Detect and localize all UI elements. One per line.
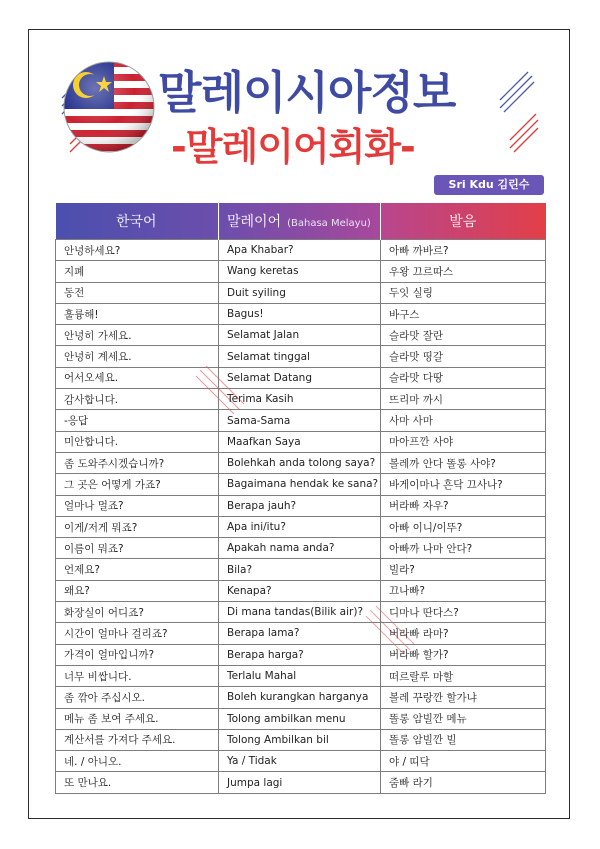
table-row	[56, 580, 546, 601]
table-row	[56, 431, 546, 452]
decorative-stripes-right	[470, 70, 540, 180]
table-row	[56, 240, 546, 261]
malay-cell: Selamat Datang	[219, 367, 381, 388]
table-row	[56, 346, 546, 367]
malay-cell: Terlalu Mahal	[219, 665, 381, 686]
pronunciation-cell: 볼레 꾸랑깐 할가냐	[381, 687, 546, 708]
table-row	[56, 559, 546, 580]
korean-cell: 미안합니다.	[56, 431, 219, 452]
pronunciation-cell: 아빠 이니/이뚜?	[381, 516, 546, 537]
korean-cell: 좀 깎아 주십시오.	[56, 687, 219, 708]
pronunciation-cell: 끄나빠?	[381, 580, 546, 601]
korean-cell: 동전	[56, 282, 219, 303]
pronunciation-cell: 슬라맛 잘란	[381, 325, 546, 346]
table-header-row	[56, 203, 546, 240]
korean-cell: -응답	[56, 410, 219, 431]
pronunciation-cell: 마아프깐 사야	[381, 431, 546, 452]
korean-cell: 시간이 얼마나 걸리죠?	[56, 623, 219, 644]
korean-cell: 가격이 얼마입니까?	[56, 644, 219, 665]
pronunciation-cell: 슬라맛 다땅	[381, 367, 546, 388]
korean-cell: 감사합니다.	[56, 389, 219, 410]
malay-cell: Berapa harga?	[219, 644, 381, 665]
pronunciation-cell: 볼레까 안다 똘롱 사야?	[381, 452, 546, 473]
korean-cell: 어서오세요.	[56, 367, 219, 388]
table-row	[56, 410, 546, 431]
malay-cell: Terima Kasih	[219, 389, 381, 410]
pronunciation-cell: 디마나 딴다스?	[381, 602, 546, 623]
pronunciation-cell: 슬라맛 띵갈	[381, 346, 546, 367]
pronunciation-cell: 아빠까 나마 안다?	[381, 538, 546, 559]
table-row	[56, 389, 546, 410]
malay-cell: Sama-Sama	[219, 410, 381, 431]
column-header-malay-label: 말레이어	[227, 214, 282, 230]
malay-cell: Wang keretas	[219, 261, 381, 282]
malay-cell: Bagus!	[219, 303, 381, 324]
pronunciation-cell: 우왕 끄르따스	[381, 261, 546, 282]
column-header-pronunciation: 발음	[381, 203, 546, 240]
malay-cell: Ya / Tidak	[219, 751, 381, 772]
korean-cell: 지폐	[56, 261, 219, 282]
pronunciation-cell: 떠르랄루 마할	[381, 665, 546, 686]
pronunciation-cell: 사마 사마	[381, 410, 546, 431]
pronunciation-cell: 버라빠 할가?	[381, 644, 546, 665]
malay-cell: Selamat Jalan	[219, 325, 381, 346]
table-row	[56, 367, 546, 388]
table-row	[56, 516, 546, 537]
korean-cell: 안녕하세요?	[56, 240, 219, 261]
table-row	[56, 474, 546, 495]
author-badge: Sri Kdu 김린수	[434, 175, 544, 195]
korean-cell: 너무 비쌉니다.	[56, 665, 219, 686]
page-subtitle: -말레이어회화-	[171, 125, 415, 169]
korean-cell: 그 곳은 어떻게 가죠?	[56, 474, 219, 495]
table-row	[56, 623, 546, 644]
malaysia-flag-globe-icon	[62, 60, 156, 154]
korean-cell: 네. / 아니오.	[56, 751, 219, 772]
malay-cell: Boleh kurangkan harganya	[219, 687, 381, 708]
pronunciation-cell: 줌빠 라기	[381, 772, 546, 793]
page-title: 말레이시아정보	[158, 66, 456, 119]
column-header-malay-sub: (Bahasa Melayu)	[287, 218, 371, 229]
table-row	[56, 751, 546, 772]
table-row	[56, 687, 546, 708]
table-row	[56, 261, 546, 282]
malay-cell: Selamat tinggal	[219, 346, 381, 367]
korean-cell: 안녕히 계세요.	[56, 346, 219, 367]
table-row	[56, 538, 546, 559]
pronunciation-cell: 버라빠 자우?	[381, 495, 546, 516]
pronunciation-cell: 버라빠 라마?	[381, 623, 546, 644]
malay-cell: Apakah nama anda?	[219, 538, 381, 559]
pronunciation-cell: 뜨리마 까시	[381, 389, 546, 410]
malay-cell: Maafkan Saya	[219, 431, 381, 452]
column-header-malay	[219, 203, 381, 240]
table-row	[56, 303, 546, 324]
pronunciation-cell: 바게이마나 흔닥 끄사나?	[381, 474, 546, 495]
korean-cell: 화장실이 어디죠?	[56, 602, 219, 623]
korean-cell: 좀 도와주시겠습니까?	[56, 452, 219, 473]
malay-cell: Tolong ambilkan menu	[219, 708, 381, 729]
malay-cell: Bagaimana hendak ke sana?	[219, 474, 381, 495]
korean-cell: 언제요?	[56, 559, 219, 580]
table-row	[56, 495, 546, 516]
korean-cell: 얼마나 멀죠?	[56, 495, 219, 516]
malay-cell: Berapa jauh?	[219, 495, 381, 516]
table-row	[56, 729, 546, 750]
phrase-table	[55, 203, 546, 794]
korean-cell: 이게/저게 뭐죠?	[56, 516, 219, 537]
table-row	[56, 282, 546, 303]
korean-cell: 왜요?	[56, 580, 219, 601]
table-row	[56, 325, 546, 346]
korean-cell: 또 만나요.	[56, 772, 219, 793]
malay-cell: Bolehkah anda tolong saya?	[219, 452, 381, 473]
pronunciation-cell: 빌라?	[381, 559, 546, 580]
pronunciation-cell: 똘롱 암빌깐 메뉴	[381, 708, 546, 729]
table-row	[56, 708, 546, 729]
table-row	[56, 602, 546, 623]
malay-cell: Berapa lama?	[219, 623, 381, 644]
malay-cell: Bila?	[219, 559, 381, 580]
korean-cell: 훌륭해!	[56, 303, 219, 324]
table-row	[56, 772, 546, 793]
table-row	[56, 452, 546, 473]
malay-cell: Tolong Ambilkan bil	[219, 729, 381, 750]
pronunciation-cell: 바구스	[381, 303, 546, 324]
korean-cell: 메뉴 좀 보여 주세요.	[56, 708, 219, 729]
pronunciation-cell: 야 / 띠닥	[381, 751, 546, 772]
pronunciation-cell: 두잇 실링	[381, 282, 546, 303]
table-row	[56, 644, 546, 665]
malay-cell: Jumpa lagi	[219, 772, 381, 793]
pronunciation-cell: 아빠 까바르?	[381, 240, 546, 261]
malay-cell: Kenapa?	[219, 580, 381, 601]
malay-cell: Duit syiling	[219, 282, 381, 303]
malay-cell: Apa ini/itu?	[219, 516, 381, 537]
column-header-korean: 한국어	[56, 203, 219, 240]
malay-cell: Di mana tandas(Bilik air)?	[219, 602, 381, 623]
pronunciation-cell: 똘롱 암빌깐 빌	[381, 729, 546, 750]
korean-cell: 안녕히 가세요.	[56, 325, 219, 346]
malay-cell: Apa Khabar?	[219, 240, 381, 261]
korean-cell: 계산서를 가져다 주세요.	[56, 729, 219, 750]
table-row	[56, 665, 546, 686]
korean-cell: 이름이 뭐죠?	[56, 538, 219, 559]
